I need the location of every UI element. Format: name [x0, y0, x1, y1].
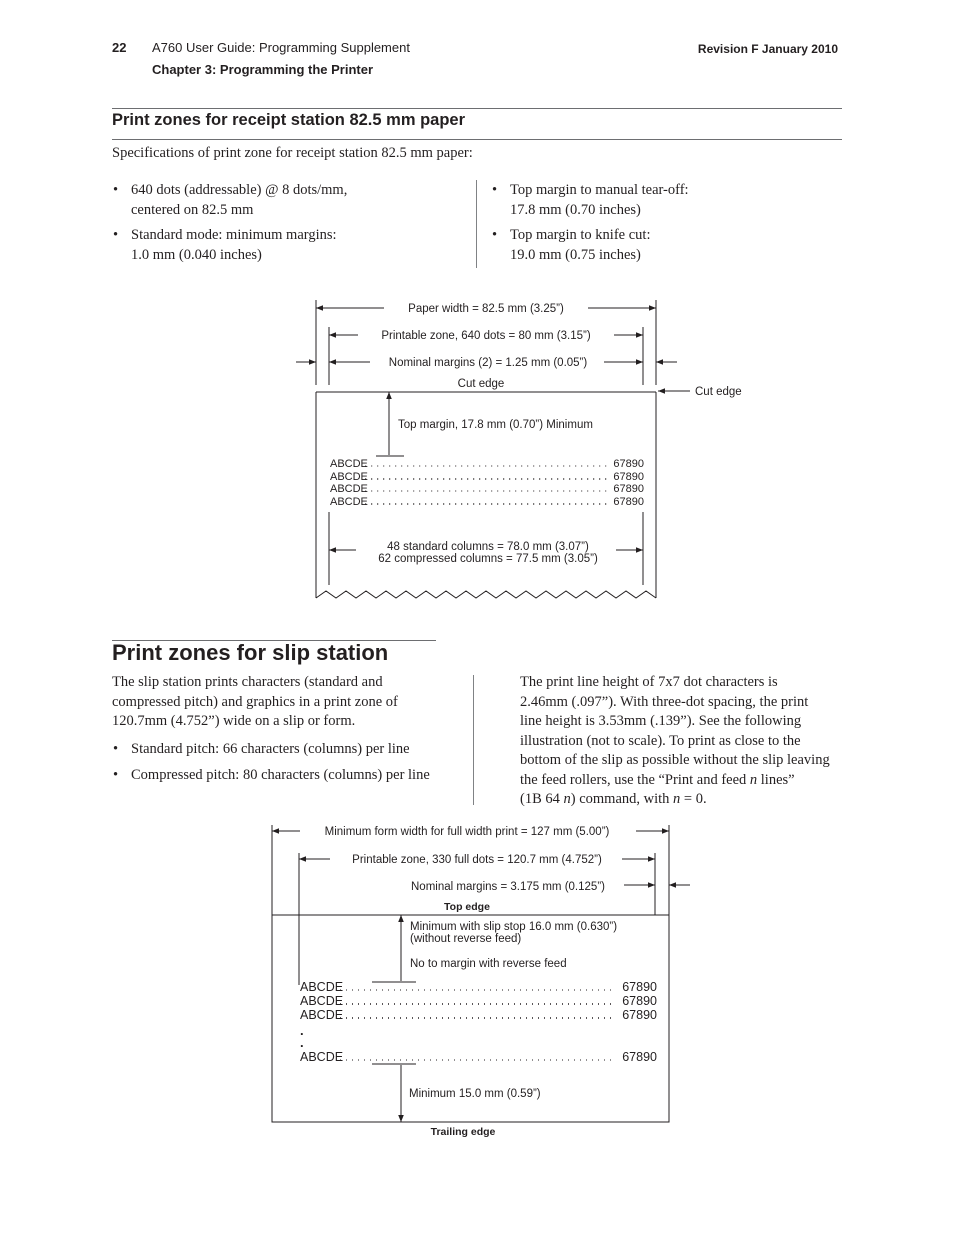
- receipt-bullet-dots: • 640 dots (addressable) @ 8 dots/mm, centered on 82.5 mm: [113, 182, 348, 218]
- print-sample-left: ABCDE: [330, 471, 368, 483]
- columns-compressed-label: 62 compressed columns = 77.5 mm (3.05”): [378, 553, 598, 565]
- print-sample-right: 67890: [613, 471, 644, 483]
- print-sample-left: ABCDE: [330, 496, 368, 508]
- page-number: 22: [112, 40, 127, 55]
- ellipsis-dot: .: [300, 1023, 304, 1038]
- slip-diagram: [0, 815, 954, 1145]
- print-sample-left: ABCDE: [300, 994, 344, 1008]
- receipt-bullet-knife: • Top margin to knife cut: 19.0 mm (0.75 inches): [492, 227, 651, 263]
- print-sample-line: [300, 1008, 657, 1022]
- slip-intro-paragraph: The slip station prints characters (standard and compressed pitch) and graphics in a print zone of 120.7mm (4.752”) wide on a slip or form.: [112, 674, 398, 729]
- print-sample-line: [330, 483, 644, 495]
- print-sample-left: ABCDE: [300, 980, 344, 994]
- print-sample-right: 67890: [613, 496, 644, 508]
- top-edge-label: Top edge: [444, 901, 490, 913]
- revision-label: Revision F January 2010: [697, 42, 838, 56]
- print-sample-right: 67890: [622, 994, 657, 1008]
- print-sample-line: [330, 496, 644, 508]
- slip-nominal-margins-label: Nominal margins = 3.175 mm (0.125”): [411, 881, 605, 893]
- slip-stop-label-1: Minimum with slip stop 16.0 mm (0.630”): [410, 921, 618, 933]
- printable-zone-label: Printable zone, 640 dots = 80 mm (3.15”): [381, 330, 591, 342]
- slip-stop-label-2: (without reverse feed): [410, 933, 522, 945]
- min-form-width-label: Minimum form width for full width print = 127 mm (5.00”): [324, 826, 610, 838]
- cut-edge-top-label: Cut edge: [457, 378, 505, 390]
- print-sample-line: [300, 980, 657, 994]
- slip-printable-zone-label: Printable zone, 330 full dots = 120.7 mm (4.752”): [352, 854, 602, 866]
- slip-bullet-standard: • Standard pitch: 66 characters (columns) per line: [113, 741, 410, 757]
- trailing-edge-label: Trailing edge: [430, 1126, 496, 1138]
- top-margin-label: Top margin, 17.8 mm (0.70”) Minimum: [398, 419, 593, 431]
- print-sample-line: [330, 471, 644, 483]
- print-sample-line: [300, 1050, 657, 1064]
- document-title: A760 User Guide: Programming Supplement: [152, 40, 410, 55]
- chapter-title: Chapter 3: Programming the Printer: [152, 62, 374, 77]
- slip-bullet-compressed: • Compressed pitch: 80 characters (columns) per line: [113, 767, 430, 783]
- print-sample-left: ABCDE: [300, 1008, 344, 1022]
- print-sample-left: ABCDE: [300, 1050, 344, 1064]
- print-sample-right: 67890: [613, 483, 644, 495]
- receipt-bullet-tearoff: • Top margin to manual tear-off: 17.8 mm (0.70 inches): [492, 182, 689, 218]
- print-sample-line: [330, 458, 644, 470]
- columns-standard-label: 48 standard columns = 78.0 mm (3.07”): [387, 541, 589, 553]
- print-sample-left: ABCDE: [330, 483, 368, 495]
- print-sample-right: 67890: [622, 980, 657, 994]
- print-sample-line: [300, 994, 657, 1008]
- receipt-bullet-margins: • Standard mode: minimum margins: 1.0 mm (0.040 inches): [113, 227, 337, 263]
- slip-right-paragraph: The print line height of 7x7 dot characters is 2.46mm (.097”). With three-dot spacing, the print line height is 3.53mm (.139”). See the following illustration (not to scale). To print as close to the bottom of the slip as possible without the slip leaving the feed rollers, use the “Print and feed n lines” (1B 64 n) command, with n = 0.: [520, 674, 830, 807]
- slip-column-divider: [473, 675, 474, 805]
- min-bottom-label: Minimum 15.0 mm (0.59”): [409, 1088, 541, 1100]
- receipt-section-heading: Print zones for receipt station 82.5 mm paper: [112, 111, 466, 129]
- no-margin-label: No to margin with reverse feed: [410, 958, 567, 970]
- print-sample-right: 67890: [622, 1008, 657, 1022]
- slip-print-lines: [300, 980, 657, 1064]
- print-sample-right: 67890: [613, 458, 644, 470]
- print-sample-right: 67890: [622, 1050, 657, 1064]
- nominal-margins-label: Nominal margins (2) = 1.25 mm (0.05”): [388, 357, 588, 369]
- cut-edge-side-label: Cut edge: [695, 386, 742, 398]
- print-sample-left: ABCDE: [330, 458, 368, 470]
- paper-width-label: Paper width = 82.5 mm (3.25”): [408, 303, 564, 315]
- slip-section-heading: Print zones for slip station: [112, 640, 389, 665]
- receipt-intro: Specifications of print zone for receipt station 82.5 mm paper:: [112, 145, 473, 161]
- receipt-print-lines: [330, 458, 644, 508]
- ellipsis-dot: .: [300, 1035, 304, 1050]
